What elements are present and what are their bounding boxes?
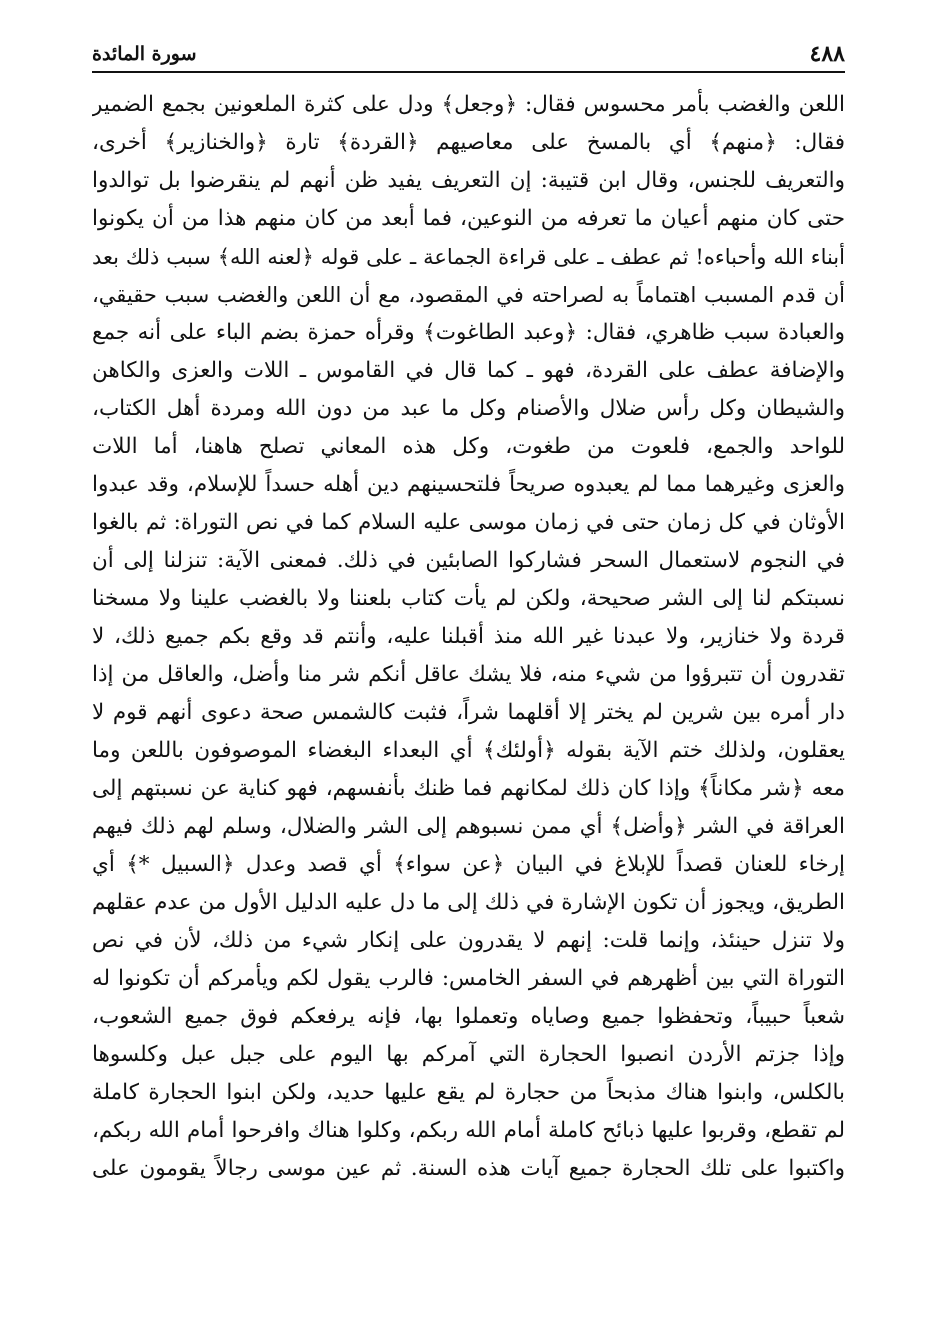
text-line: والإضافة عطف على القردة، فهو ـ كما قال في القاموس ـ اللات والعزى والكاهن (92, 358, 845, 383)
text-line: الطريق، ويجوز أن تكون الإشارة في ذلك إلى ما دل عليه الدليل الأول من عدم عقلهم (92, 890, 845, 915)
text-line: شعباً حبيباً، وتحفظوا جميع وصاياه وتعملوا بها، فإنه يرفعكم فوق جميع الشعوب، (92, 1004, 845, 1029)
text-line: وإذا جزتم الأردن انصبوا الحجارة التي آمركم بها اليوم على جبل عبل وكلسوها (92, 1042, 845, 1067)
text-line: التوراة التي بين أظهرهم في السفر الخامس: فالرب يقول لكم ويأمركم أن تكونوا له (92, 966, 845, 991)
text-line: العراقة في الشر ﴿وأضل﴾ أي ممن نسبوهم إلى الشر والضلال، وسلم لهم ذلك فيهم (92, 814, 845, 839)
text-line: والتعريف للجنس، وقال ابن قتيبة: إن التعريف يفيد ظن أنهم لم ينقرضوا بل توالدوا (92, 168, 845, 193)
header-divider (92, 71, 845, 73)
text-line: يعقلون، ولذلك ختم الآية بقوله ﴿أولئك﴾ أي البعداء البغضاء الموصوفون باللعن وما (92, 738, 845, 763)
text-line: بالكلس، وابنوا هناك مذبحاً من حجارة لم يقع عليها حديد، ولكن ابنوا الحجارة كاملة (92, 1080, 845, 1105)
text-line: للواحد والجمع، فلعوت من طغوت، وكل هذه المعاني تصلح هاهنا، أما اللات (92, 434, 845, 459)
text-line: إرخاء للعنان قصداً للإبلاغ في البيان ﴿عن سواء﴾ أي قصد وعدل ﴿السبيل *﴾ أي (92, 852, 845, 877)
text-line: في النجوم لاستعمال السحر فشاركوا الصابئين في ذلك. فمعنى الآية: تنزلنا إلى أن (92, 548, 845, 573)
text-line: أبناء الله وأحباءه! ثم عطف ـ على قراءة الجماعة ـ على قوله ﴿لعنه الله﴾ سبب ذلك بعد (92, 245, 845, 269)
text-line: نسبتكم لنا إلى الشر صحيحة، ولكن لم يأت كتاب بلعننا ولا بالغضب علينا ولا مسخنا (92, 586, 845, 611)
text-line: والشيطان وكل رأس ضلال والأصنام وكل ما عبد من دون الله ومردة أهل الكتاب، (92, 396, 845, 421)
text-line: دار أمره بين شرين لم يختر إلا أقلهما شراً، فثبت كالشمس صحة دعوى أنهم قوم لا (92, 700, 845, 725)
text-line: حتى كان منهم أعيان ما تعرفه من النوعين، فما أبعد من كان منهم هذا من أن يكونوا (92, 206, 845, 231)
text-line: معه ﴿شر مكاناً﴾ وإذا كان ذلك لمكانهم فما ظنك بأنفسهم، فهو كناية عن نسبتهم إلى (92, 776, 845, 801)
text-line: الأوثان في كل زمان حتى في زمان موسى عليه السلام كما في نص التوراة: ثم بالغوا (92, 510, 845, 535)
text-line: اللعن والغضب بأمر محسوس فقال: ﴿وجعل﴾ ودل على كثرة الملعونين بجمع الضمير (92, 92, 845, 117)
text-line: والعزى وغيرهما مما لم يعبدوه صريحاً فلتحسينهم دين أهله حسداً للإسلام، وقد عبدوا (92, 472, 845, 497)
page-header (92, 40, 845, 68)
text-line: لم تقطع، وقربوا عليها ذبائح كاملة أمام الله ربكم، وكلوا هناك وافرحوا أمام الله ربكم، (92, 1118, 845, 1143)
text-line: فقال: ﴿منهم﴾ أي بالمسخ على معاصيهم ﴿القردة﴾ تارة ﴿والخنازير﴾ أخرى، (92, 130, 845, 155)
text-line: واكتبوا على تلك الحجارة جميع آيات هذه السنة. ثم عين موسى رجالاً يقومون على (92, 1156, 845, 1181)
text-line: أن قدم المسبب اهتماماً به لصراحته في المقصود، مع أن اللعن والغضب سبب حقيقي، (92, 283, 845, 307)
text-line: ولا تنزل حينئذ، وإنما قلت: إنهم لا يقدرون على إنكار شيء من ذلك، لأن في نص (92, 928, 845, 953)
body-text (92, 86, 845, 1188)
page-number: ٤٨٨ (809, 41, 845, 67)
text-line: تقدرون أن تتبرؤوا من شيء منه، فلا يشك عاقل أنكم شر منا وأضل، والعاقل من إذا (92, 662, 845, 687)
running-title: سورة المائدة (92, 43, 197, 65)
text-line: قردة ولا خنازير، ولا عبدنا غير الله منذ أقبلنا عليه، وأنتم قد وقع بكم جميع ذلك، لا (92, 624, 845, 649)
text-line: والعبادة سبب ظاهري، فقال: ﴿وعبد الطاغوت﴾ وقرأه حمزة بضم الباء على أنه جمع (92, 320, 845, 345)
